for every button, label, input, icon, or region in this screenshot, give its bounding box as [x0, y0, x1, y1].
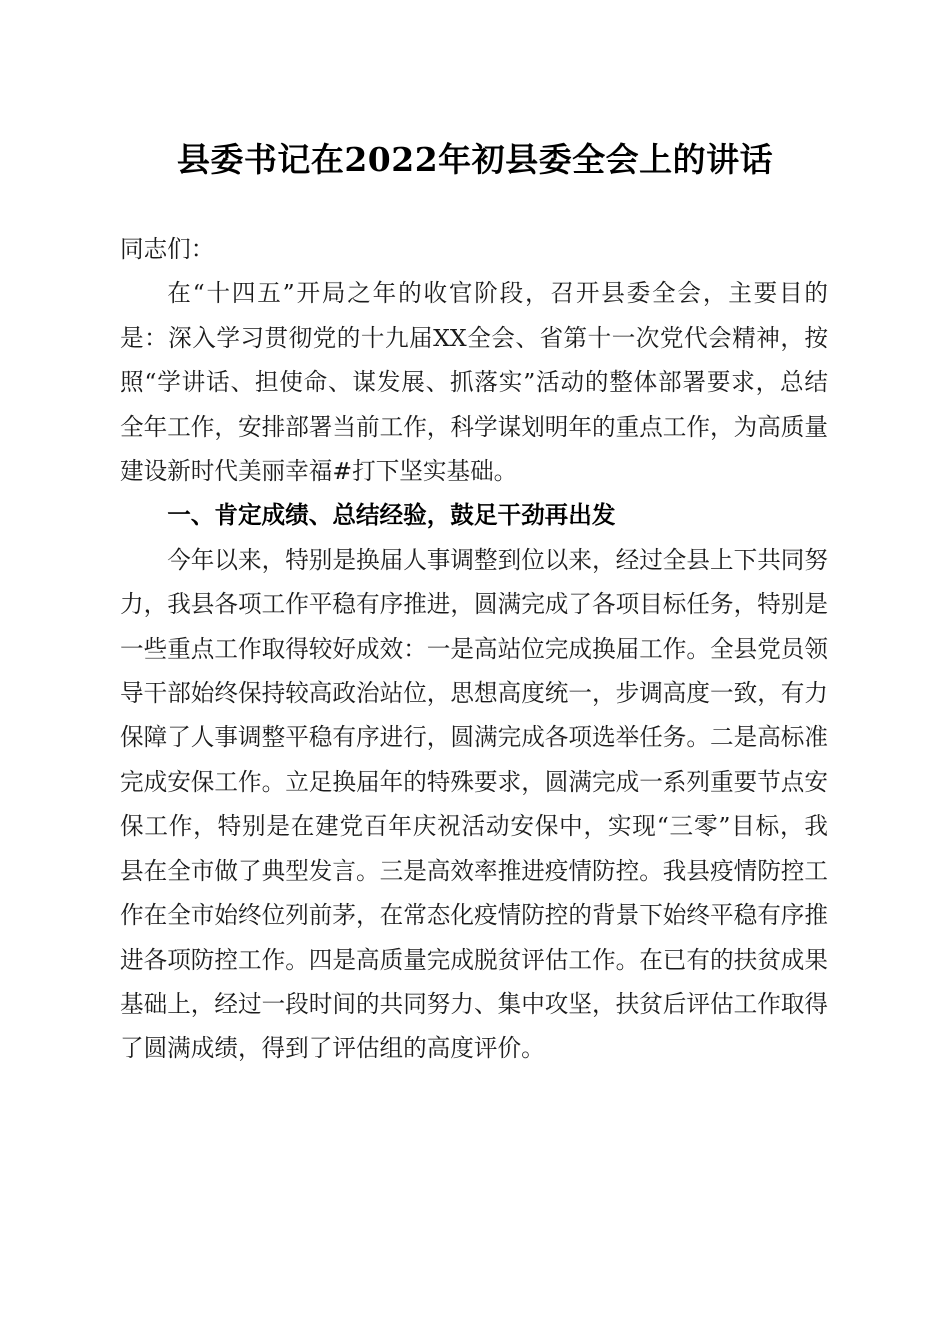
document-body: [120, 227, 828, 1071]
intro-paragraph: 在“十四五”开局之年的收官阶段，召开县委全会，主要目的是：深入学习贯彻党的十九届XX全会、省第十一次党代会精神，按照“学讲话、担使命、谋发展、抓落实”活动的整体部署要求，总结全年工作，安排部署当前工作，科学谋划明年的重点工作，为高质量建设新时代美丽幸福#打下坚实基础。: [120, 279, 828, 486]
salutation: 同志们：: [120, 235, 215, 263]
section-heading: 一、肯定成绩、总结经验，鼓足干劲再出发: [167, 501, 616, 530]
document-title: 县委书记在2022年初县委全会上的讲话: [176, 140, 774, 179]
section-paragraph: 今年以来，特别是换届人事调整到位以来，经过全县上下共同努力，我县各项工作平稳有序推进，圆满完成了各项目标任务，特别是一些重点工作取得较好成效：一是高站位完成换届工作。全县党员领导干部始终保持较高政治站位，思想高度统一，步调高度一致，有力保障了人事调整平稳有序进行，圆满完成各项选举任务。二是高标准完成安保工作。立足换届年的特殊要求，圆满完成一系列重要节点安保工作，特别是在建党百年庆祝活动安保中，实现“三零”目标，我县在全市做了典型发言。三是高效率推进疫情防控。我县疫情防控工作在全市始终位列前茅，在常态化疫情防控的背景下始终平稳有序推进各项防控工作。四是高质量完成脱贫评估工作。在已有的扶贫成果基础上，经过一段时间的共同努力、集中攻坚，扶贫后评估工作取得了圆满成绩，得到了评估组的高度评价。: [120, 545, 828, 1063]
